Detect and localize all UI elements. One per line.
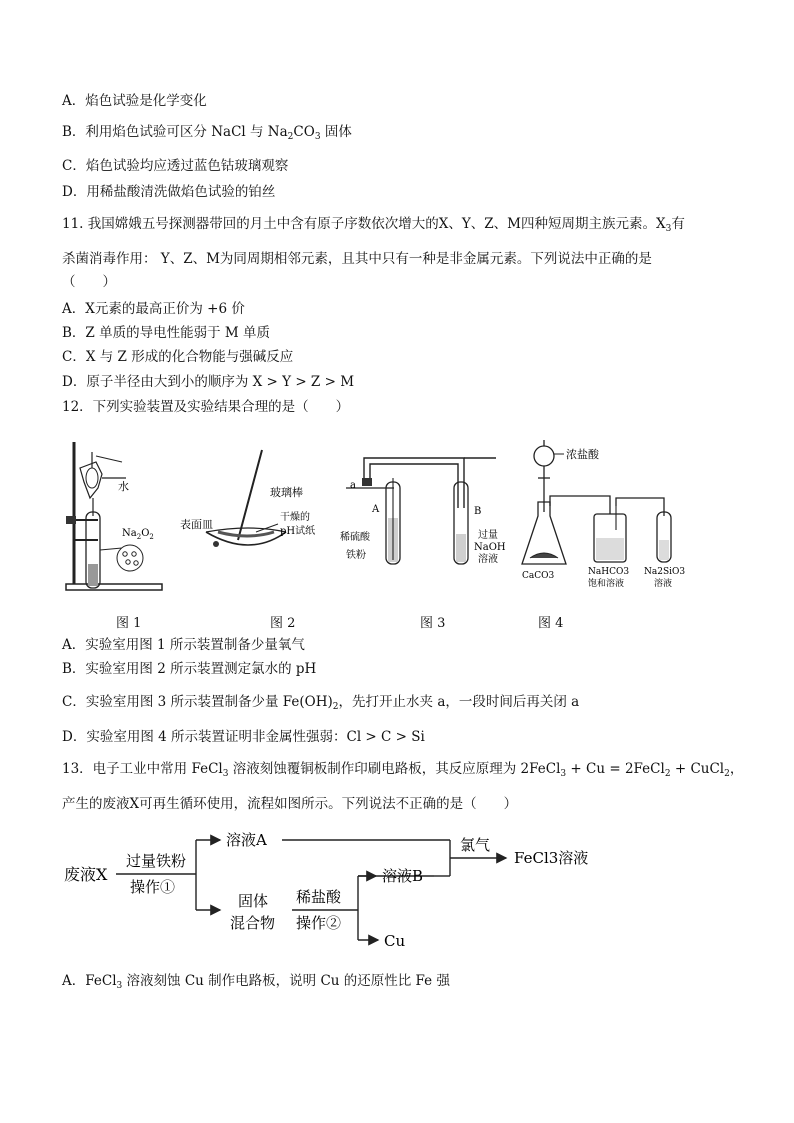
figure-3 [336,448,506,578]
q11-option-d: D．原子半径由大到小的顺序为 X > Y > Z > M [62,374,355,390]
fig1-water-label: 水 [118,480,129,493]
fig1-caption: 图 1 [116,616,142,631]
q12-option-b: B．实验室用图 2 所示装置测定氯水的 pH [62,661,317,677]
q12-stem: 12．下列实验装置及实验结果合理的是（ ） [62,399,350,415]
flow-op2: 操作② [296,914,342,932]
q13-stem-line2: 产生的废液X可再生循环使用，流程如图所示。下列说法不正确的是（ ） [62,796,518,812]
q11-option-b: B．Z 单质的导电性能弱于 M 单质 [62,325,270,341]
flow-cu: Cu [384,932,406,950]
fig3-naoh-label-3: 溶液 [478,554,498,565]
fig4-caption: 图 4 [538,616,564,631]
fig1-na2o2-label: $Na_2O_2$ [122,528,154,541]
flow-solid-line1: 固体 [238,892,269,910]
q12-option-d: D．实验室用图 4 所示装置证明非金属性强弱：Cl > C > Si [62,729,425,745]
flow-waste-x: 废液X [64,865,108,884]
fig4-caco3-label: CaCO3 [522,571,555,581]
q11-option-c: C．X 与 Z 形成的化合物能与强碱反应 [62,349,294,365]
fig4-na2sio3-label: Na2SiO3 [644,567,686,577]
q10-option-c: C．焰色试验均应透过蓝色钴玻璃观察 [62,158,289,174]
fig3-acid-label: 稀硫酸 [340,532,370,543]
fig3-clip-a-label: a [350,480,356,491]
figure-1 [62,438,172,598]
fig2-rod-label: 玻璃棒 [270,486,303,499]
q10-option-a: A．焰色试验是化学变化 [62,93,207,109]
fig4-hcl-label: 浓盐酸 [566,448,599,461]
figure-2 [178,440,328,560]
q12-option-c: C．实验室用图 3 所示装置制备少量 $Fe(OH)_2$，先打开止水夹 a，一段时间后再关闭 a [62,694,580,712]
fig3-caption: 图 3 [420,616,446,631]
fig2-dish-label: 表面皿 [180,518,213,531]
q11-stem-line2: 杀菌消毒作用： Y、Z、M为同周期相邻元素，且其中只有一种是非金属元素。下列说法中正确的是 [62,251,652,267]
fig3-tube-b-label: B [474,506,482,517]
flow-op1: 操作① [130,878,176,896]
q10-option-b: B．利用焰色试验可区分 NaCl 与 $Na_2CO_3$ 固体 [62,124,352,142]
q13-stem-line1: 13．电子工业中常用 FeCl$_3$ 溶液刻蚀覆铜板制作印刷电路板，其反应原理为 2FeCl$_3$ + Cu = 2FeCl$_2$ + CuCl$_2$， [62,761,744,779]
fig2-paper-label-1: 干燥的 [280,512,310,523]
q10-option-d: D．用稀盐酸清洗做焰色试验的铂丝 [62,184,276,200]
fig4-saturated-label: 饱和溶液 [588,579,625,589]
q13-flow-diagram [62,818,622,958]
flow-solution-a: 溶液A [226,831,267,849]
fig3-iron-label: 铁粉 [346,550,366,561]
q13-option-a: A．FeCl$_3$ 溶液刻蚀 Cu 制作电路板，说明 Cu 的还原性比 Fe 强 [62,973,450,991]
fig2-paper-label-2: pH试纸 [280,526,316,537]
fig2-caption: 图 2 [270,616,296,631]
flow-chlorine: 氯气 [460,836,491,854]
flow-iron-powder: 过量铁粉 [126,852,187,870]
fig4-solution-label: 溶液 [654,579,673,589]
q12-option-a: A．实验室用图 1 所示装置制备少量氧气 [62,637,305,653]
fig4-nahco3-label: NaHCO3 [588,567,630,577]
flow-fecl3-product: FeCl3溶液 [514,849,589,867]
figure-4 [518,434,698,594]
q11-stem-line1: 11. 我国嫦娥五号探测器带回的月土中含有原子序数依次增大的X、Y、Z、M四种短周期主族元素。$X_3$有 [62,216,685,234]
fig3-naoh-label-2: NaOH [474,542,506,553]
fig3-tube-a-label: A [372,504,380,515]
q11-option-a: A．X元素的最高正价为 +6 价 [62,301,245,317]
flow-hcl: 稀盐酸 [296,888,342,906]
flow-solution-b: 溶液B [382,867,424,885]
q11-stem-line3: （ ） [62,274,116,290]
flow-solid-line2: 混合物 [230,914,276,932]
fig3-naoh-label-1: 过量 [478,530,498,541]
